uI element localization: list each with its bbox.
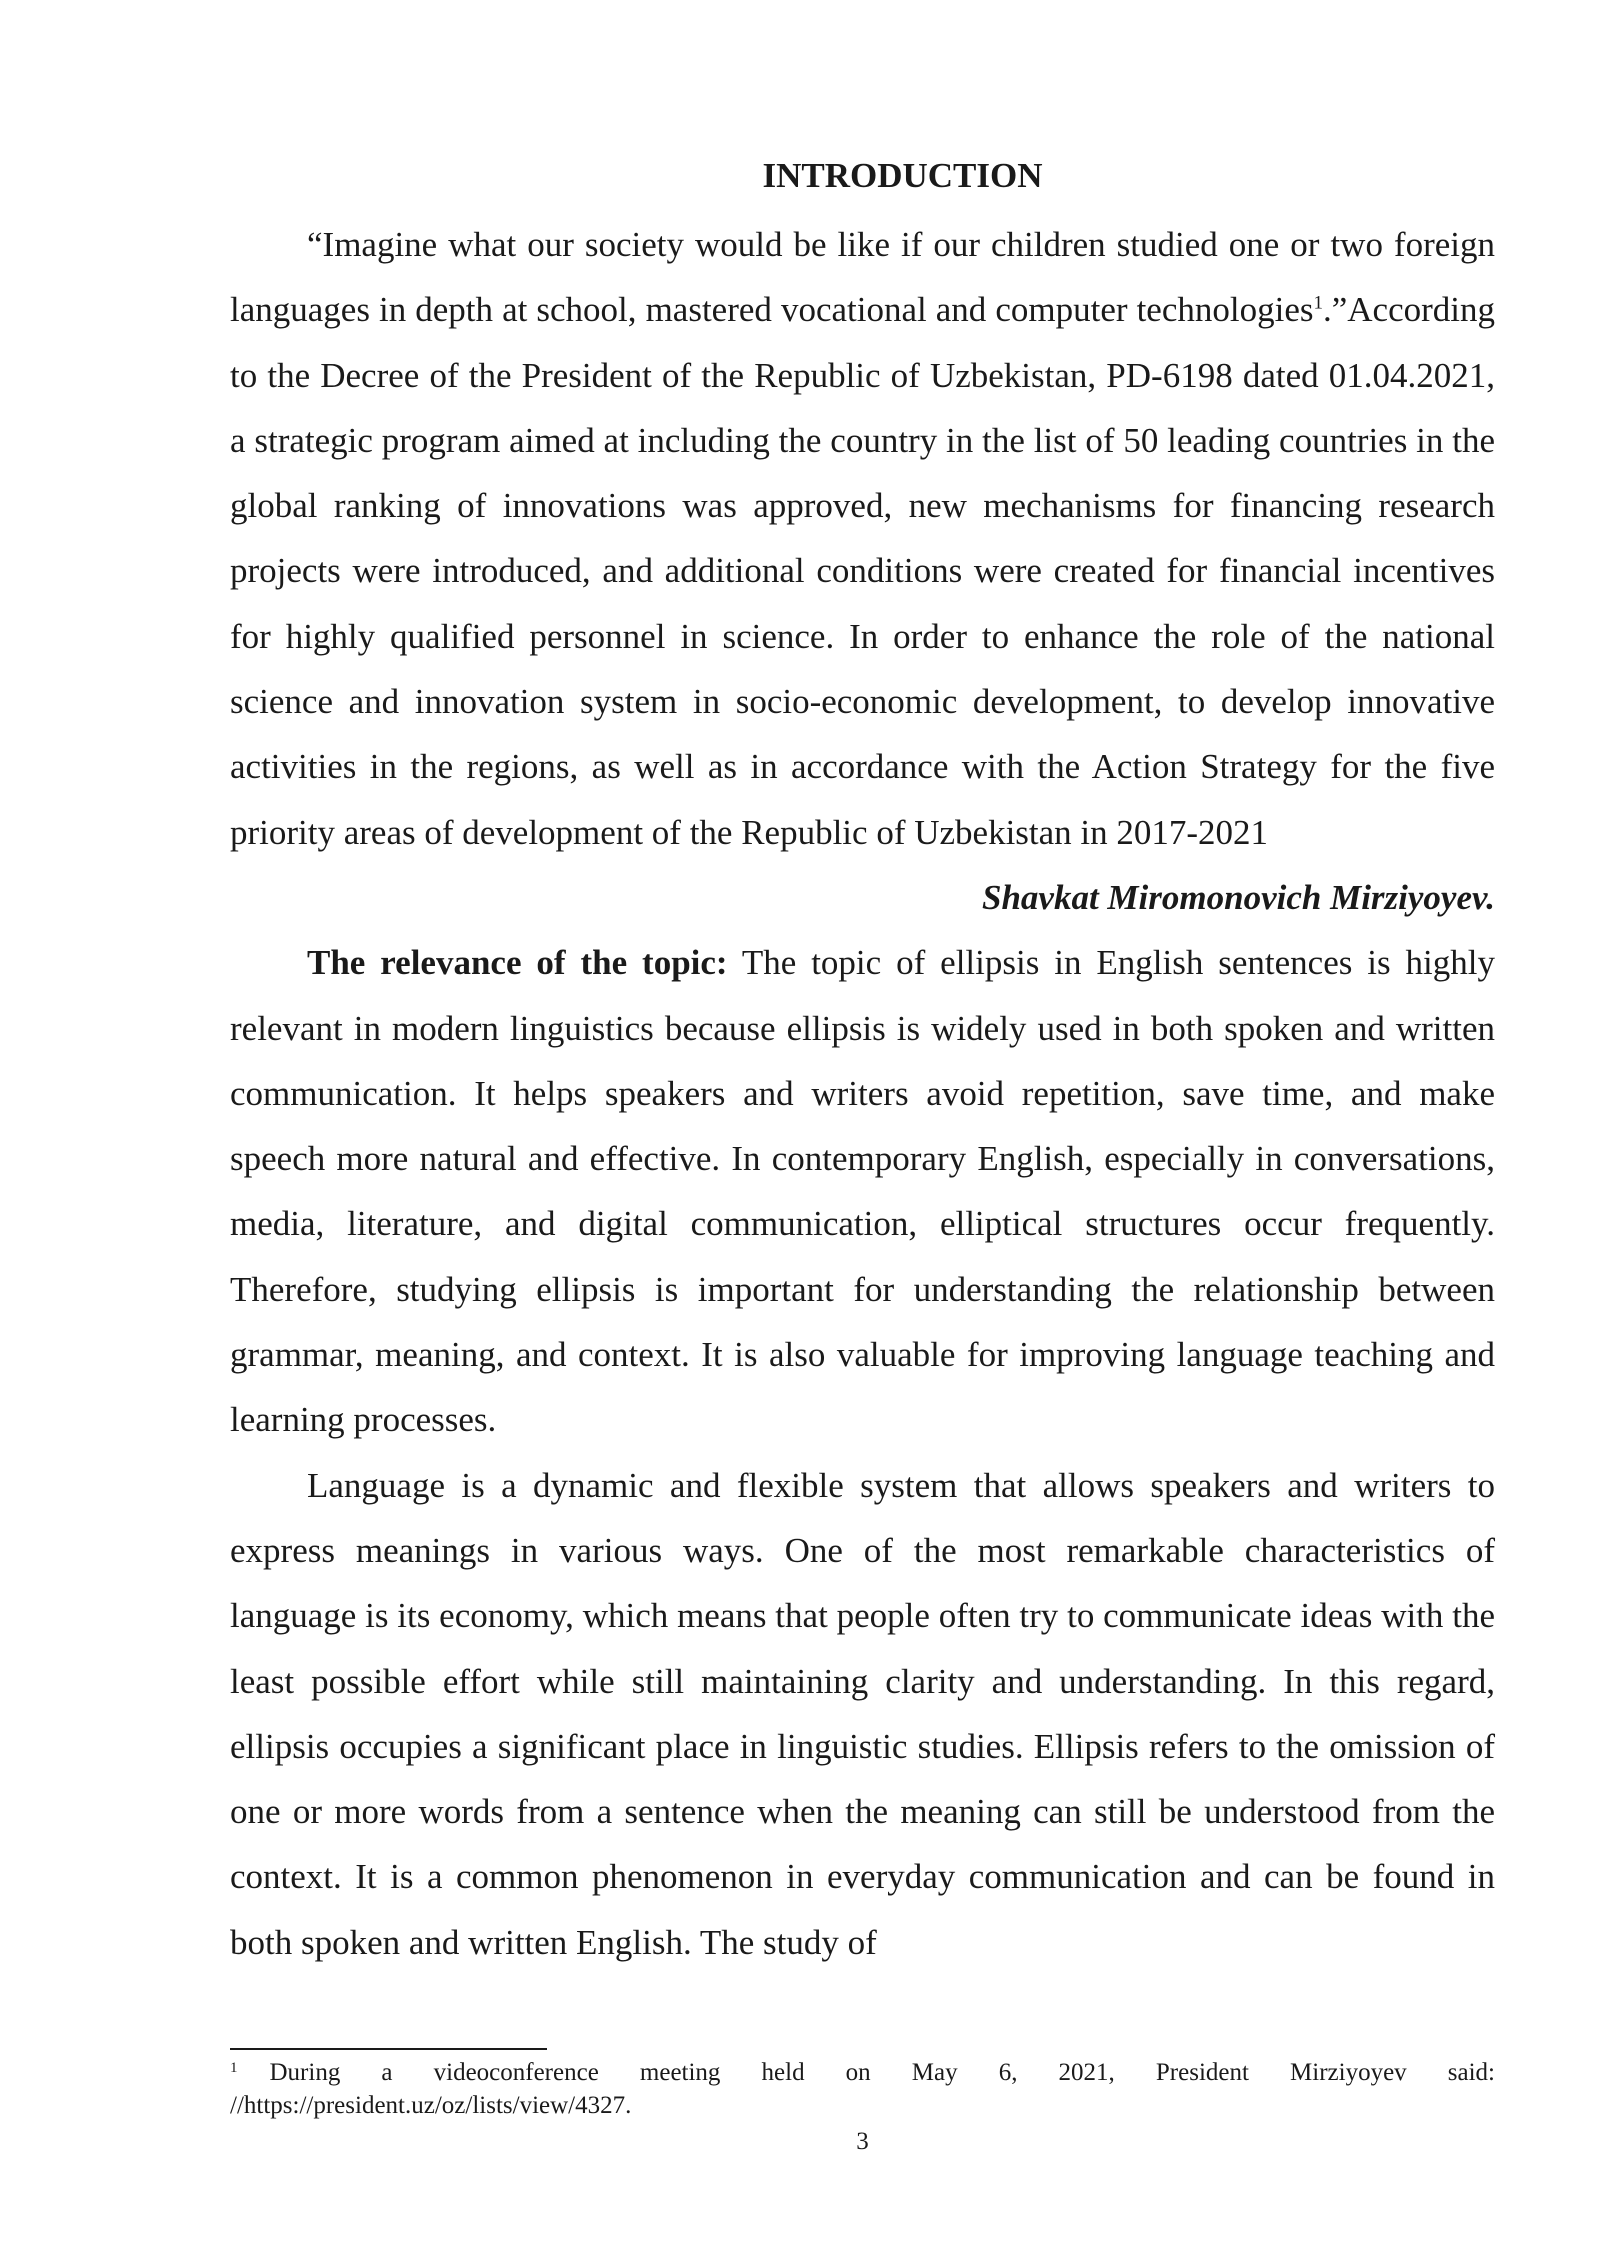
paragraph-relevance [230,930,1495,1452]
footnote-text: During a videoconference meeting held on May 6, 2021, President Mirziyoyev said: //https://president.uz/oz/lists/view/4327. [230,2059,1495,2119]
relevance-text: The topic of ellipsis in English sentences is highly relevant in modern linguistics because ellipsis is widely used in both spoken and written communication. It helps speakers and writers avoid repetition, save time, and make speech more natural and effective. In contemporary English, especially in conversations, media, literature, and digital communication, elliptical structures occur frequently. Therefore, studying ellipsis is important for understanding the relationship between grammar, meaning, and context. It is also valuable for improving language teaching and learning processes. [230,943,1495,1440]
footnote-reference[interactable]: 1 [1313,292,1323,314]
paragraph-language: Language is a dynamic and flexible system that allows speakers and writers to express meanings in various ways. One of the most remarkable characteristics of language is its economy, which means that people often try to communicate ideas with the least possible effort while still maintaining clarity and understanding. In this regard, ellipsis occupies a significant place in linguistic studies. Ellipsis refers to the omission of one or more words from a sentence when the meaning can still be understood from the context. It is a common phenomenon in everyday communication and can be found in both spoken and written English. The study of [230,1465,1495,1962]
paragraph-quote-text: “Imagine what our society would be like if our children studied one or two foreign languages in depth at school, mastered vocational and computer technologies [230,225,1495,330]
page-number: 3 [856,2128,869,2155]
quote-signature: Shavkat Miromonovich Mirziyoyev. [981,877,1495,917]
footnote-mark: 1 [230,2060,238,2076]
footnote [230,2056,1495,2122]
relevance-heading: The relevance of the topic: [307,943,728,983]
paragraph-quote-continuation: .”According to the Decree of the President of the Republic of Uzbekistan, PD-6198 dated 01.04.2021, a strategic program aimed at including the country in the list of 50 leading countries in the global ranking of innovations was approved, new mechanisms for financing research projects were introduced, and additional conditions were created for financial incentives for highly qualified personnel in science. In order to enhance the role of the national science and innovation system in socio-economic development, to develop innovative activities in the regions, as well as in accordance with the Action Strategy for the five priority areas of development of the Republic of Uzbekistan in 2017-2021 [230,290,1495,852]
page-body [230,150,1495,1975]
paragraph-quote [230,212,1495,865]
footnote-separator [230,2048,547,2050]
section-title: INTRODUCTION [762,156,1043,195]
